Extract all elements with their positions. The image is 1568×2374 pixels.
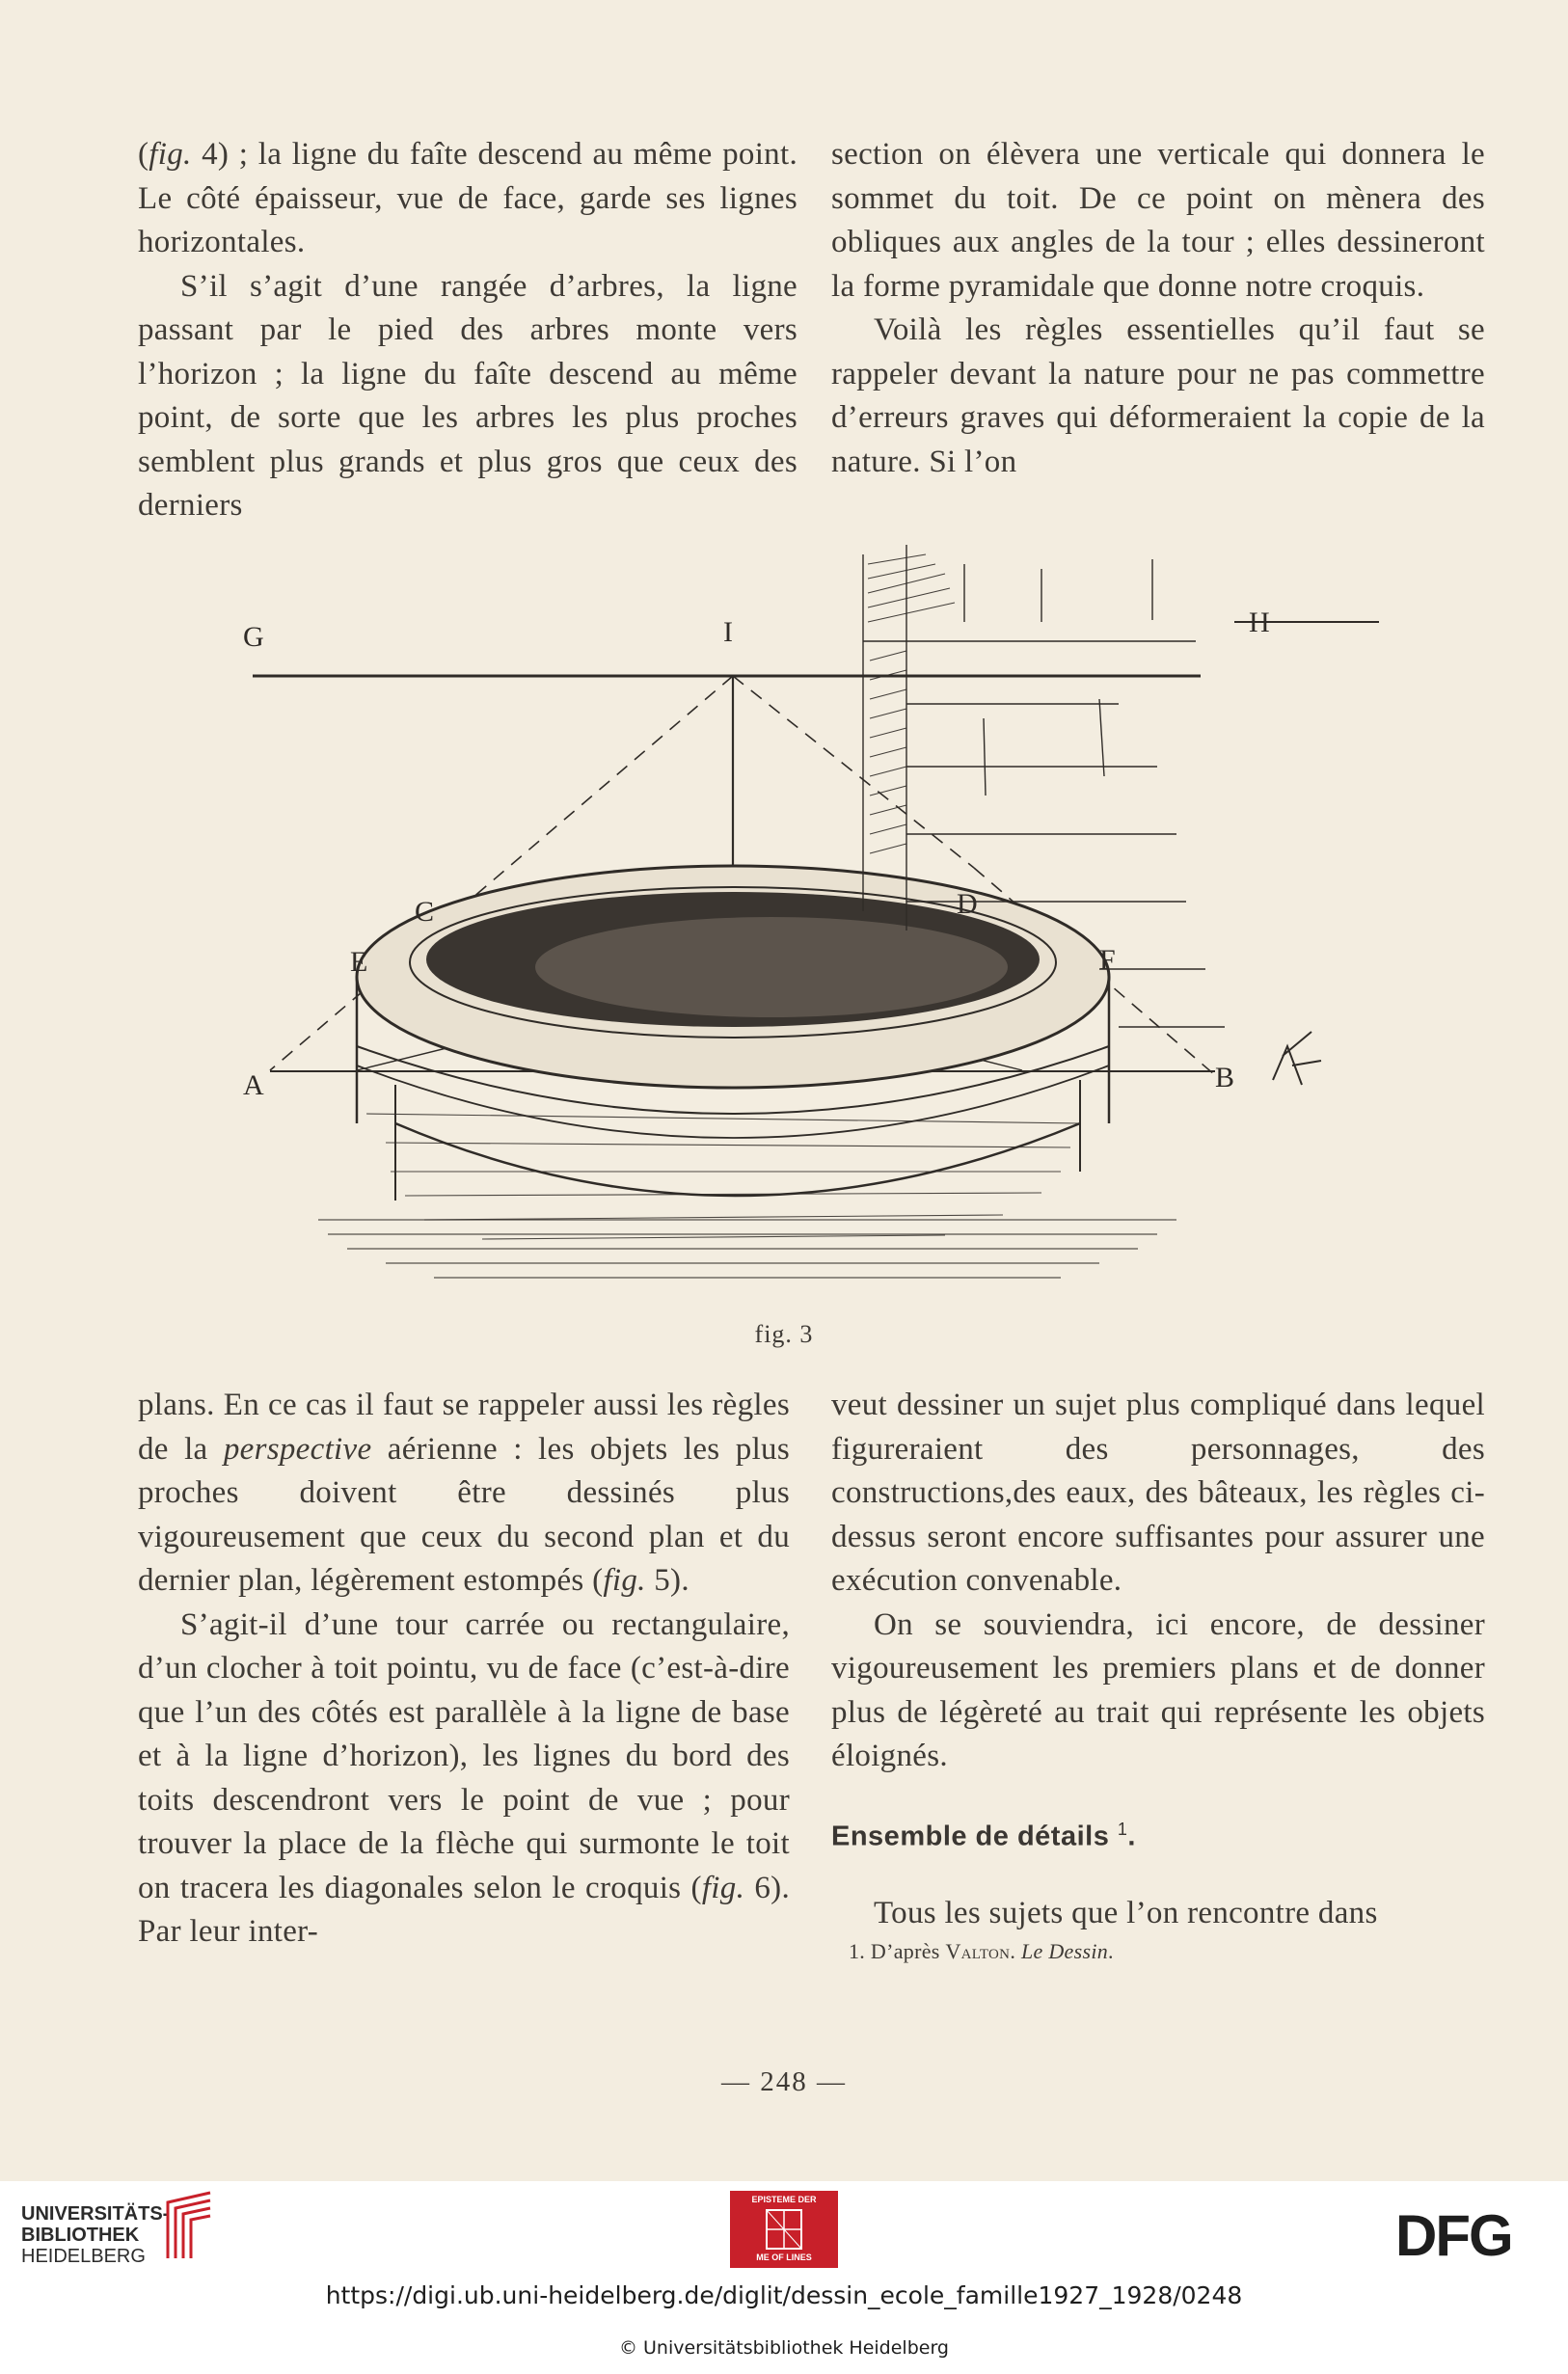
paragraph: veut dessiner un sujet plus compliqué dans lequel figureraient des personnages, des constructions,des eaux, des bâteaux, les règles ci-dessus seront encore suffisantes pour assurer une exécution convenable. bbox=[831, 1388, 1485, 1598]
university-library-logo[interactable]: UNIVERSITÄTS- BIBLIOTHEK HEIDELBERG bbox=[21, 2203, 170, 2267]
paragraph: Tous les sujets que l’on rencontre dans bbox=[874, 1895, 1378, 1930]
paragraph: plans. En ce cas il faut se rappeler aussi les règles de la perspective aérienne : les objets les plus proches doivent être dessinés plus vigoureusement que ceux du second plan et du dernier plan, légèrement estompés (fig. 5). bbox=[138, 1388, 790, 1598]
figure-label-h: H bbox=[1249, 607, 1270, 638]
text-column-top-left bbox=[138, 133, 798, 528]
figure-3-drawing bbox=[231, 545, 1418, 1307]
figure-label-g: G bbox=[243, 621, 264, 653]
dfg-logo[interactable]: DFG bbox=[1395, 2203, 1512, 2268]
figure-label-e: E bbox=[350, 946, 368, 978]
page-number: — 248 — bbox=[721, 2066, 847, 2097]
paragraph: Voilà les règles essentielles qu’il faut se rappeler devant la nature pour ne pas commettre d’erreurs graves qui déformeraient la copie de la nature. Si l’on bbox=[831, 312, 1485, 479]
text-column-top-right bbox=[831, 133, 1485, 484]
paragraph: On se souviendra, ici encore, de dessiner vigoureusement les premiers plans et de donner plus de légèreté au trait qui représente les objets éloignés. bbox=[831, 1606, 1485, 1773]
paragraph: (fig. 4) ; la ligne du faîte descend au même point. Le côté épaisseur, vue de face, garde ses lignes horizontales. bbox=[138, 137, 798, 259]
section-heading: Ensemble de détails $^1$. bbox=[831, 1819, 1136, 1852]
figure-label-a: A bbox=[243, 1069, 264, 1101]
footnote: 1. D’après Valton. Le Dessin. bbox=[849, 1939, 1114, 1964]
copyright-notice: © Universitätsbibliothek Heidelberg bbox=[618, 2337, 949, 2359]
paragraph: S’il s’agit d’une rangée d’arbres, la ligne passant par le pied des arbres monte vers l’horizon ; la ligne du faîte descend au même point, de sorte que les arbres les plus proches semblent plus grands et plus gros que ceux des derniers bbox=[138, 268, 798, 523]
figure-label-f: F bbox=[1099, 944, 1116, 976]
paragraph: S’agit-il d’une tour carrée ou rectangulaire, d’un clocher à toit pointu, vu de face (c’est-à-dire que l’un des côtés est parallèle à la ligne de base et à la ligne d’horizon), les lignes du bord des toits descendront vers le point de vue ; pour trouver la place de la flèche qui surmonte le toit on tracera les diagonales selon le croquis (fig. 6). Par leur inter- bbox=[138, 1606, 790, 1949]
figure-label-i: I bbox=[723, 616, 733, 648]
text-column-bottom-right bbox=[831, 1384, 1485, 1966]
figure-label-c: C bbox=[415, 896, 435, 928]
figure-caption: fig. 3 bbox=[754, 1320, 814, 1348]
episteme-emblem-icon bbox=[765, 2208, 803, 2251]
episteme-logo[interactable]: EPISTEME DER ME OF LINES bbox=[730, 2191, 838, 2268]
text-column-bottom-left bbox=[138, 1384, 790, 1955]
paragraph: section on élèvera une verticale qui donnera le sommet du toit. De ce point on mènera des obliques aux angles de la tour ; elles dessineront la forme pyramidale que donne notre croquis. bbox=[831, 137, 1485, 304]
figure-label-b: B bbox=[1215, 1062, 1235, 1093]
figure-label-d: D bbox=[957, 888, 978, 920]
permalink-url[interactable]: https://digi.ub.uni-heidelberg.de/diglit/dessin_ecole_famille1927_1928/0248 bbox=[325, 2281, 1243, 2309]
library-logo-icon bbox=[160, 2191, 218, 2263]
